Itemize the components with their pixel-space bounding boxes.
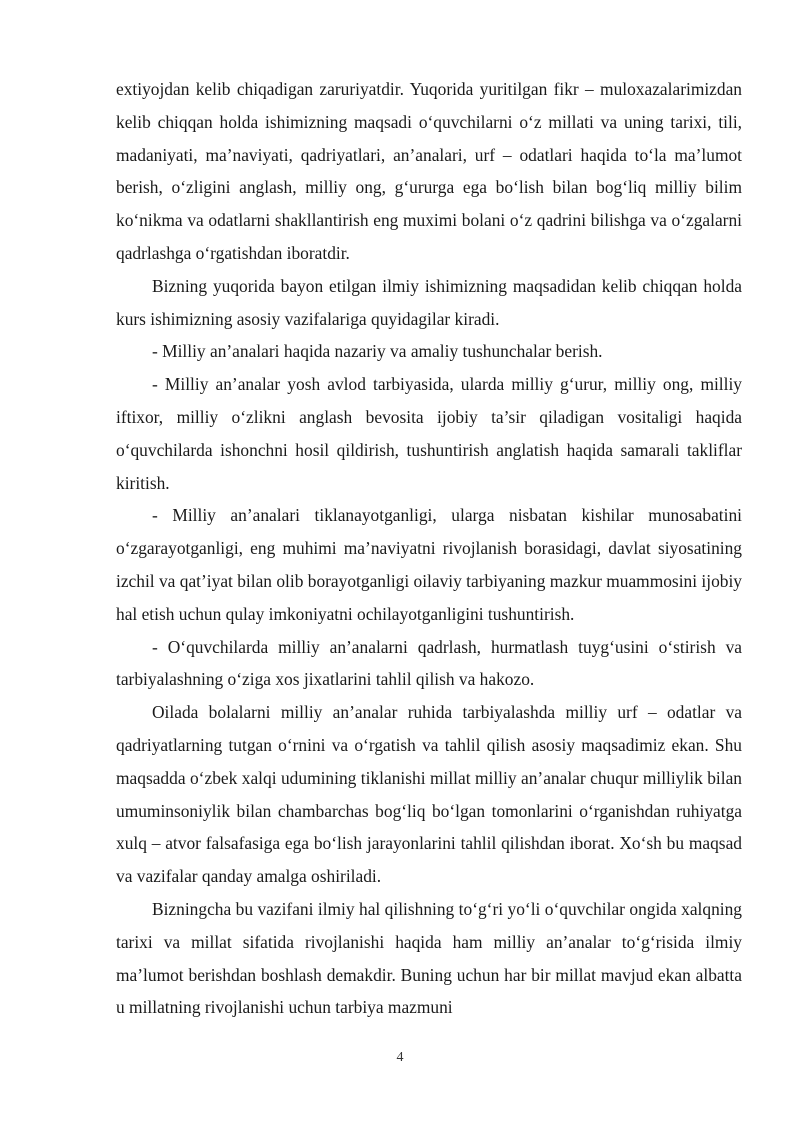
list-item-3: - Milliy an’analari tiklanayotganligi, ularga nisbatan kishilar munosabatini o‘zgarayotganligi, eng muhimi ma’naviyatni rivojlanish borasidagi, davlat siyosatining izchil va qat’iyat bilan olib borayotganligi oilaviy tarbiyaning mazkur muammosini ijobiy hal etish uchun qulay imkoniyatni ochilayotganligini tushuntirish. [116, 505, 742, 624]
body-text [116, 73, 742, 1024]
list-item-1: - Milliy an’analari haqida nazariy va amaliy tushunchalar berish. [152, 341, 603, 362]
page-number: 4 [396, 1050, 404, 1065]
paragraph-2: Bizning yuqorida bayon etilgan ilmiy ishimizning maqsadidan kelib chiqqan holda kurs ishimizning asosiy vazifalariga quyidagilar kiradi. [116, 275, 742, 329]
list-item-4: - O‘quvchilarda milliy an’analarni qadrlash, hurmatlash tuyg‘usini o‘stirish va tarbiyalashning o‘ziga xos jixatlarini tahlil qilish va hakozo. [116, 636, 742, 690]
paragraph-4: Bizningcha bu vazifani ilmiy hal qilishning to‘g‘ri yo‘li o‘quvchilar ongida xalqning tarixi va millat sifatida rivojlanishi haqida ham milliy an’analar to‘g‘risida ilmiy ma’lumot berishdan boshlash demakdir. Buning uchun har bir millat mavjud ekan albatta u millatning rivojlanishi uchun tarbiya mazmuni [116, 898, 742, 1018]
list-item-2: - Milliy an’analar yosh avlod tarbiyasida, ularda milliy g‘urur, milliy ong, milliy iftixor, milliy o‘zlikni anglash bevosita ijobiy ta’sir qiladigan vositaligi haqida o‘quvchilarda ishonchni hosil qildirish, tushuntirish anglatish haqida samarali takliflar kiritish. [116, 374, 742, 493]
paragraph-3: Oilada bolalarni milliy an’analar ruhida tarbiyalashda milliy urf – odatlar va qadriyatlarning tutgan o‘rnini va o‘rgatish va tahlil qilish asosiy maqsadimiz ekan. Shu maqsadda o‘zbek xalqi udumining tiklanishi millat milliy an’analar chuqur milliylik bilan umuminsoniylik bilan chambarchas bog‘liq bo‘lgan tomonlarini o‘rganishdan ruhiyatga xulq – atvor falsafasiga ega bo‘lish jarayonlarini tahlil qilishdan iborat. Xo‘sh bu maqsad va vazifalar qanday amalga oshiriladi. [116, 702, 742, 887]
paragraph-1: extiyojdan kelib chiqadigan zaruriyatdir. Yuqorida yuritilgan fikr – muloxazalarimizdan kelib chiqqan holda ishimizning maqsadi o‘quvchilarni o‘z millati va uning tarixi, tili, madaniyati, ma’naviyati, qadriyatlari, an’analari, urf – odatlari haqida to‘la ma’lumot berish, o‘zligini anglash, milliy ong, g‘ururga ega bo‘lish bilan bog‘liq milliy bilim ko‘nikma va odatlarni shakllantirish eng muximi bolani o‘z qadrini bilishga va o‘zgalarni qadrlashga o‘rgatishdan iboratdir. [116, 79, 742, 263]
